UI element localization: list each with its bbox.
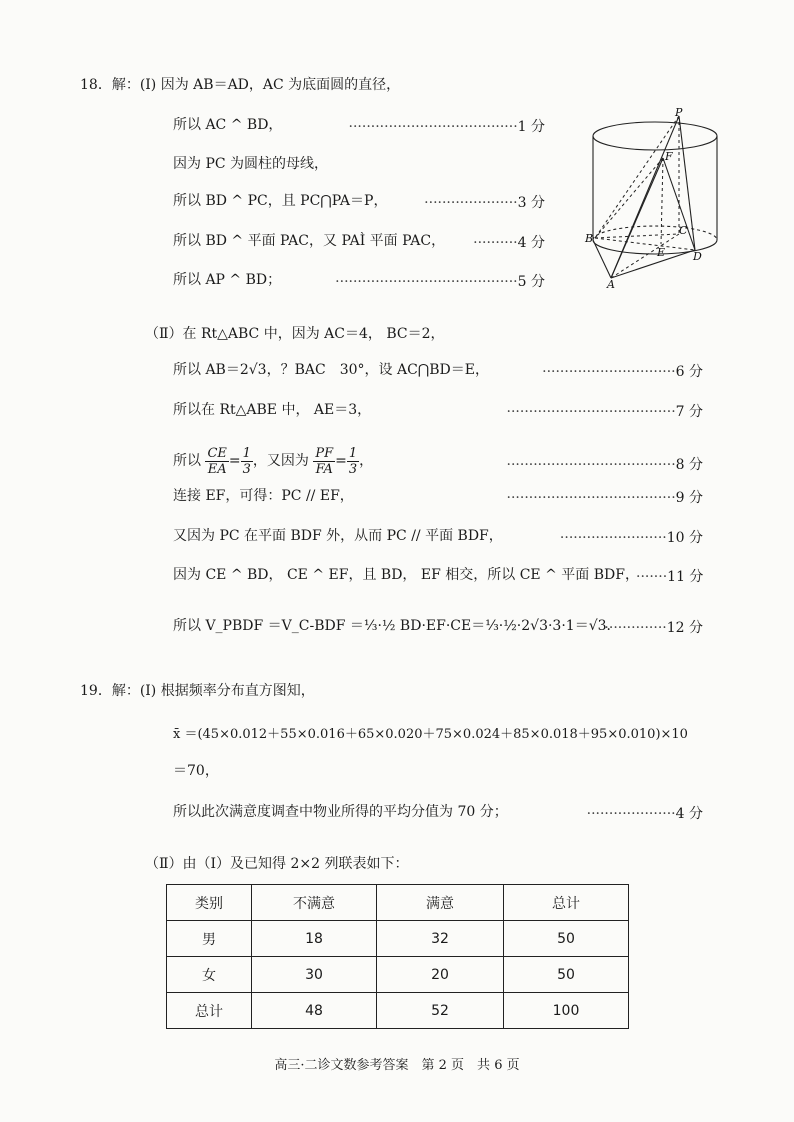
q18-line-1: 所以 AC ^ BD， [173,117,283,133]
label-F: F [665,150,673,163]
q18-p2-score-3: ······································8 分 [506,457,703,473]
q18-p2-line-1: 所以 AB＝2√3，？BAC 30°，设 AC⋂BD＝E， [173,362,489,378]
page-footer: 高三·二诊文数参考答案 第 2 页 共 6 页 [274,1058,520,1073]
label-D: D [693,250,702,263]
q18-p2-score-4: ······································9 分 [506,490,703,506]
frac-one-third-a: $\frac{1}{3}$ [242,445,251,477]
q18-p2-line-7: 所以 V_PBDF ＝V_C-BDF ＝⅓·½ BD·EF·CE＝⅓·½·2√3·3·1＝√3． [173,618,621,634]
table-row [167,921,629,957]
table-cell: 男 [167,921,252,957]
table-row [167,957,629,993]
table-cell: 48 [252,993,377,1029]
q18-score-5: ·········································5 分 [335,274,545,290]
q18-score-3: ·····················3 分 [424,195,545,211]
q19-part2-header: （Ⅱ）由（Ⅰ）及已知得 2×2 列联表如下： [145,856,409,872]
label-P: P [675,108,683,119]
q18-p2-line-3: 所以 $\frac{CE}{EA}$ = $\frac{1}{3}$ ，又因为 $\frac{PF}{FA}$ = $\frac{1}{3}$ ， [173,445,374,477]
q18-p2-score-2: ······································7 分 [506,404,703,420]
q18-p2-line-6: 因为 CE ^ BD， CE ^ EF，且 BD， EF 相交，所以 CE ^ 平面 BDF， [173,567,639,583]
table-cell: 32 [377,921,504,957]
table-header-cell: 类别 [167,885,252,921]
table-cell: 50 [504,957,629,993]
table-cell: 女 [167,957,252,993]
label-E: E [657,246,666,259]
q18-line-5: 所以 AP ^ BD； [173,272,282,288]
q18-p2-score-5: ························10 分 [559,530,703,546]
q18-p2-score-1: ······························6 分 [542,364,703,380]
frac-one-third-b: $\frac{1}{3}$ [348,445,358,477]
q18-p2-score-7: ··············12 分 [604,620,703,636]
q18-p2-score-6: ·······11 分 [636,569,704,585]
label-B: B [585,232,594,245]
table-row [167,993,629,1029]
q18-p2-line-4: 连接 EF，可得：PC // EF， [173,488,354,504]
q18-line-4: 所以 BD ^ 平面 PAC，又 PAÌ 平面 PAC， [173,233,446,249]
q18-p2-line-2: 所以在 Rt△ABE 中， AE＝3， [173,402,372,418]
q19-conclusion: 所以此次满意度调查中物业所得的平均分值为 70 分； [173,804,508,820]
table-cell: 总计 [167,993,252,1029]
table-cell: 100 [504,993,629,1029]
frac-ce-ea: $\frac{CE}{EA}$ [207,445,227,477]
q18-line-2: 因为 PC 为圆柱的母线， [173,156,329,172]
q19-score-4: ····················4 分 [586,806,703,822]
q18-part2-header: （Ⅱ）在 Rt△ABC 中，因为 AC＝4， BC＝2， [145,326,445,342]
frac-pf-fa: $\frac{PF}{FA}$ [315,445,334,477]
contingency-table [166,884,629,1029]
table-cell: 52 [377,993,504,1029]
label-A: A [607,278,615,288]
table-cell: 18 [252,921,377,957]
label-C: C [679,224,688,237]
q18-line-3: 所以 BD ^ PC，且 PC⋂PA＝P， [173,193,388,209]
q18-score-4: ··········4 分 [473,235,545,251]
table-header-cell: 总计 [504,885,629,921]
cylinder-figure [583,108,733,288]
table-cell: 50 [504,921,629,957]
q18-p2-line-5: 又因为 PC 在平面 BDF 外，从而 PC // 平面 BDF， [173,528,503,544]
q19-mean-result: ＝70， [173,763,219,779]
q18-score-1: ······································1 分 [348,119,545,135]
table-header-cell: 满意 [377,885,504,921]
table-cell: 30 [252,957,377,993]
q19-mean-formula: x̄ ＝(45×0.012＋55×0.016＋65×0.020＋75×0.024＋85×0.018＋95×0.010)×10 [173,727,688,742]
table-cell: 20 [377,957,504,993]
table-header-row [167,885,629,921]
q19-header: 19．解：(Ⅰ) 根据频率分布直方图知， [80,683,315,699]
q18-header: 18．解：(Ⅰ) 因为 AB＝AD，AC 为底面圆的直径， [80,77,401,93]
table-header-cell: 不满意 [252,885,377,921]
